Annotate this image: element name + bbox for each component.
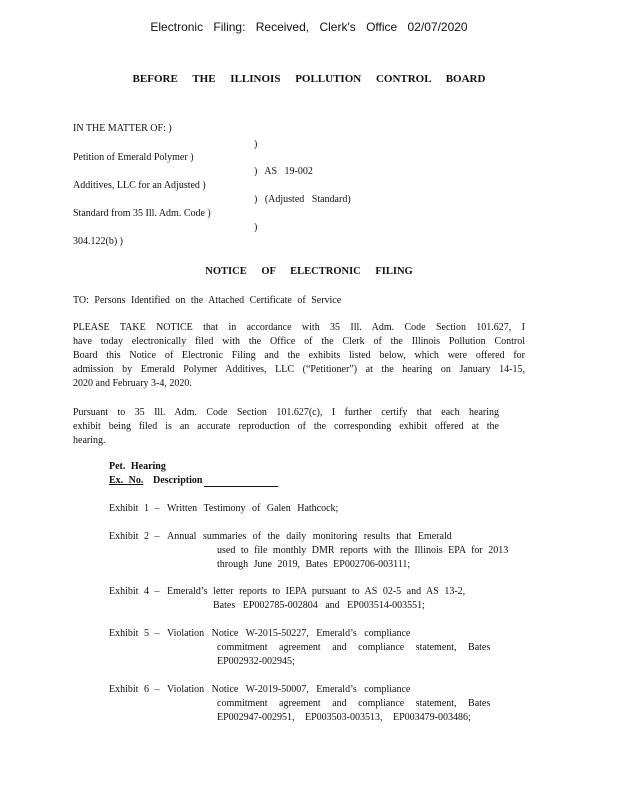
exhibit-description: Written Testimony of Galen Hathcock;: [167, 503, 339, 514]
notice-title: NOTICE OF ELECTRONIC FILING: [205, 266, 413, 277]
paragraph-line: have today electronically filed with the Office of the Clerk of the Illinois Pollution Control: [73, 335, 525, 347]
caption-line: Standard from 35 Ill. Adm. Code ): [73, 208, 211, 219]
exhibit-description: through June 2019, Bates EP002706-003111;: [217, 559, 411, 570]
caption-line: Petition of Emerald Polymer ): [73, 152, 194, 163]
exhibit-description: Bates EP002785-002804 and EP003514-003551;: [213, 600, 425, 611]
exhibit-description: commitment agreement and compliance statement, Bates: [217, 642, 491, 653]
board-title: BEFORE THE ILLINOIS POLLUTION CONTROL BOARD: [132, 73, 486, 85]
filing-stamp: Electronic Filing: Received, Clerk's Office 02/07/2020: [150, 20, 468, 34]
case-type: ) (Adjusted Standard): [254, 194, 351, 205]
exhibit-label: Exhibit 2 –: [109, 531, 160, 542]
exhibit-label: Exhibit 1 –: [109, 503, 160, 514]
exhibit-description: Annual summaries of the daily monitoring results that Emerald: [167, 531, 452, 542]
header-rule: [204, 486, 278, 487]
caption-line: Additives, LLC for an Adjusted ): [73, 180, 206, 191]
exhibit-label: Exhibit 5 –: [109, 628, 160, 639]
caption-bracket: ): [254, 222, 258, 233]
paragraph-line: Board this Notice of Electronic Filing and the exhibits listed below, which were offered for: [73, 349, 525, 361]
paragraph-line: 2020 and February 3-4, 2020.: [73, 377, 192, 389]
exhibit-description: Emerald’s letter reports to IEPA pursuant to AS 02-5 and AS 13-2,: [167, 586, 466, 597]
caption-bracket: ): [254, 139, 258, 150]
exhibit-description: Violation Notice W-2019-50007, Emerald’s compliance: [167, 684, 411, 695]
notice-paragraph: [73, 321, 525, 391]
exhibit-label: Exhibit 4 –: [109, 586, 160, 597]
table-header-pet-hearing: Pet. Hearing: [109, 461, 166, 472]
exhibit-label: Exhibit 6 –: [109, 684, 160, 695]
paragraph-line: admission by Emerald Polymer Additives, LLC (“Petitioner”) at the hearing on January 14-15,: [73, 363, 525, 375]
exhibit-description: commitment agreement and compliance statement, Bates: [217, 698, 491, 709]
exhibit-description: used to file monthly DMR reports with the Illinois EPA for 2013: [217, 545, 509, 556]
paragraph-line: Pursuant to 35 Ill. Adm. Code Section 101.627(c), I further certify that each hearing: [73, 407, 499, 418]
case-number: ) AS 19-002: [254, 166, 313, 177]
paragraph-line: PLEASE TAKE NOTICE that in accordance with 35 Ill. Adm. Code Section 101.627, I: [73, 322, 525, 333]
caption-line: 304.122(b) ): [73, 236, 123, 247]
caption-line: IN THE MATTER OF: ): [73, 123, 172, 134]
paragraph-line: exhibit being filed is an accurate reproduction of the corresponding exhibit offered at the: [73, 420, 499, 432]
table-header-description: Description: [153, 475, 203, 486]
paragraph-line: hearing.: [73, 434, 106, 446]
exhibit-description: EP002932-002945;: [217, 656, 295, 667]
exhibit-description: EP002947-002951, EP003503-003513, EP003479-003486;: [217, 712, 471, 723]
exhibit-description: Violation Notice W-2015-50227, Emerald’s compliance: [167, 628, 411, 639]
to-line: TO: Persons Identified on the Attached Certificate of Service: [73, 295, 342, 306]
table-header-exno: Ex. No.: [109, 475, 144, 486]
certification-paragraph: [73, 406, 499, 448]
